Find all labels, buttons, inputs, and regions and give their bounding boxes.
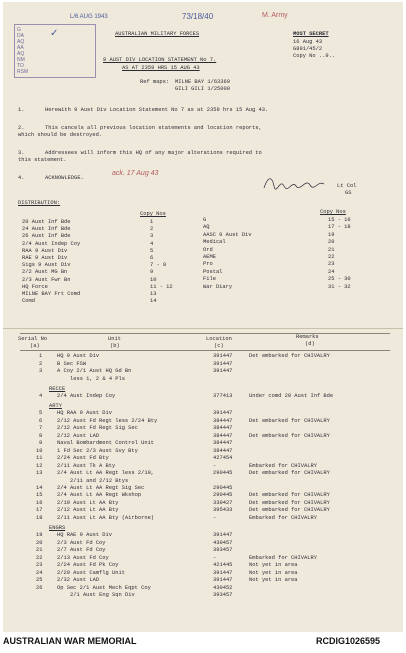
table-cell-location: 430452 <box>213 584 233 591</box>
table-cell-unit: 2/13 Aust Fd Coy <box>57 554 109 561</box>
table-cell-unit: 2/4 Aust Lt AA Regt less 2/10, <box>57 470 155 476</box>
doc-ref: G891/45/2 <box>293 46 323 52</box>
table-cell-serial: 24 <box>36 569 43 576</box>
ref-maps-label: Ref maps: <box>140 79 170 85</box>
stamp-label: G <box>17 27 21 33</box>
table-cell-unit: Op Sec 2/1 Aust Mech Eqpt Coy <box>57 584 151 591</box>
distribution-copy: 7 - 8 <box>150 262 167 269</box>
distribution-unit: 2/3 Aust Fwr Bn <box>22 276 71 283</box>
table-cell-serial: 10 <box>36 447 43 454</box>
table-cell-serial: 17 <box>36 507 43 513</box>
table-cell-serial: 20 <box>36 539 43 546</box>
handwritten-date: L/6 AUG 1943 <box>70 14 108 20</box>
table-cell-remarks: Det embarked for CHIVALRY <box>249 470 330 476</box>
distribution-unit: AASC 9 Aust Div <box>203 231 252 238</box>
stamp-initial: ✓ <box>50 28 59 39</box>
as-at-line: AS AT 2359 HRS 15 AUG 43 <box>122 65 200 71</box>
table-cell-location: 384447 <box>213 417 233 424</box>
table-cell-remarks: Det embarked for CHIVALRY <box>249 417 330 424</box>
col-remarks-header: Remarks <box>296 334 319 340</box>
distribution-copy: 20 <box>328 239 335 246</box>
table-cell-unit: 2/24 Aust Fd Bty <box>57 455 109 461</box>
distribution-unit: War Diary <box>203 283 233 290</box>
copy-number: Copy No ..9.. <box>293 53 336 59</box>
table-row-continuation: 2/11 and 2/12 Btys <box>70 477 129 484</box>
para-2-line-2: which should be destroyed. <box>18 132 103 138</box>
distribution-unit: G <box>203 217 207 223</box>
table-cell-unit: 2/12 Aust Lt AA Bty <box>57 507 119 513</box>
distribution-copy: 4 <box>150 240 154 247</box>
distribution-heading: DISTRIBUTION: <box>18 200 61 206</box>
table-cell-location: 391447 <box>213 360 233 367</box>
table-section-heading: RECCE <box>49 385 66 392</box>
table-cell-location: 391447 <box>213 353 233 359</box>
distribution-unit: 24 Aust Inf Bde <box>22 226 71 233</box>
table-cell-serial: 19 <box>36 532 43 538</box>
distribution-copy: 15 - 16 <box>328 217 351 223</box>
para-3-num: 3. <box>18 150 25 156</box>
table-cell-serial: 22 <box>36 554 43 561</box>
distribution-copy: 6 <box>150 255 154 261</box>
table-cell-unit: HQ RAE 9 Aust Div <box>57 532 112 538</box>
col-serial-sub: (a) <box>30 343 40 349</box>
table-cell-location: 391447 <box>213 410 233 416</box>
distribution-copy: 1 <box>150 219 154 225</box>
table-cell-unit: 2/7 Aust Fd Coy <box>57 547 106 553</box>
table-cell-location: 427454 <box>213 455 233 461</box>
footer-archive-name: AUSTRALIAN WAR MEMORIAL <box>3 636 137 646</box>
table-cell-unit: 2/12 Aust LAD <box>57 432 100 439</box>
para-3-line-1: Addressees will inform this HQ of any major alterations required to <box>45 150 262 156</box>
table-cell-unit: 2/4 Aust Lt AA Regt Sig Sec <box>57 484 145 491</box>
para-2-line-1: This cancels all previous location statements and location reports, <box>45 125 262 131</box>
table-header-rule <box>20 350 390 351</box>
distribution-copy: 13 <box>150 291 157 297</box>
table-cell-remarks: Det embarked for CHIVALRY <box>249 432 330 439</box>
table-cell-location: 290445 <box>213 492 233 498</box>
table-cell-location: 391447 <box>213 368 233 374</box>
distribution-copy: 23 <box>328 261 335 268</box>
distribution-copy: 2 <box>150 226 154 233</box>
doc-header-title: AUSTRALIAN MILITARY FORCES <box>115 31 200 37</box>
handwritten-file-ref: 73/18/40 <box>182 12 214 21</box>
distribution-copy-nos-left: Copy Nos <box>140 211 166 217</box>
table-cell-location: 421445 <box>213 562 233 568</box>
table-cell-location: 391447 <box>213 577 233 583</box>
stamp-label: TO <box>17 63 24 69</box>
col-unit-sub: (b) <box>110 343 120 349</box>
para-4-num: 4. <box>18 175 25 181</box>
table-cell-unit: A Coy 2/1 Aust HQ Gd Bn <box>57 368 132 374</box>
table-cell-unit: 2/32 Aust LAD <box>57 577 100 583</box>
table-cell-serial: 21 <box>36 547 43 553</box>
distribution-unit: 26 Aust Inf Bde <box>22 233 71 240</box>
distribution-copy: 5 <box>150 247 154 254</box>
distribution-unit: File <box>203 276 216 283</box>
table-cell-unit: HQ RAA 9 Aust Div <box>57 410 112 416</box>
table-cell-serial: 5 <box>39 410 43 416</box>
handwritten-ack-note: ack. 17 Aug 43 <box>112 170 159 177</box>
col-location-sub: (c) <box>214 343 224 349</box>
table-cell-unit: 2/24 Aust Fd Pk Coy <box>57 562 119 568</box>
table-cell-remarks: Det embarked for CHIVALRY <box>249 499 330 506</box>
distribution-unit: 2/4 Aust Indep Coy <box>22 240 81 247</box>
table-cell-unit: 2/12 Aust Fd Regt Sig Sec <box>57 425 138 431</box>
table-cell-serial: 11 <box>36 455 43 461</box>
table-cell-location: 391447 <box>213 569 233 576</box>
doc-title: 9 AUST DIV LOCATION STATEMENT No 7. <box>103 57 217 63</box>
stamp-label: NM <box>17 57 25 63</box>
table-cell-unit: 2/3 Aust Fd Coy <box>57 539 106 546</box>
distribution-unit: Comd <box>22 298 35 305</box>
stamp-label: DA <box>17 33 24 39</box>
table-cell-location: 384447 <box>213 440 233 446</box>
table-cell-serial: 13 <box>36 470 43 476</box>
table-cell-serial: 6 <box>39 417 43 424</box>
distribution-unit: HQ Force <box>22 283 48 290</box>
table-cell-location: 393457 <box>213 547 233 553</box>
handwritten-army-note: M. Army <box>262 12 288 19</box>
table-cell-serial: 2 <box>39 360 43 367</box>
distribution-unit: AQ <box>203 224 210 231</box>
table-cell-remarks: Det embarked for CHIVALRY <box>249 507 330 513</box>
distribution-unit: Sigs 9 Aust Div <box>22 262 71 269</box>
table-cell-serial: 12 <box>36 462 43 469</box>
table-cell-unit: Naval Bombardment Control Unit <box>57 440 155 446</box>
table-cell-serial: 14 <box>36 484 43 491</box>
distribution-unit: MILNE BAY Frt Comd <box>22 291 81 297</box>
table-cell-unit: 1 Fd Sec 2/3 Aust Svy Bty <box>57 447 138 454</box>
table-row-continuation: less 1, 2 & 4 Pls <box>70 375 125 382</box>
distribution-unit: Medical <box>203 239 226 246</box>
stamp-label: RSM <box>17 69 29 75</box>
distribution-copy: 22 <box>328 254 335 260</box>
signature-scribble <box>262 174 326 194</box>
table-cell-unit: 2/4 Aust Indep Coy <box>57 392 116 399</box>
table-cell-remarks: Not yet in area <box>249 569 298 576</box>
table-cell-remarks: Not yet in area <box>249 562 298 568</box>
table-cell-serial: 16 <box>36 499 43 506</box>
distribution-copy: 10 <box>150 276 157 283</box>
distribution-copy: 24 <box>328 268 335 275</box>
table-cell-location: 395433 <box>213 507 233 513</box>
table-cell-remarks: Det embarked for CHIVALRY <box>249 353 330 359</box>
table-cell-serial: 18 <box>36 514 43 521</box>
table-cell-serial: 1 <box>39 353 43 359</box>
table-cell-unit: 2/11 Aust Tk A Bty <box>57 462 116 469</box>
distribution-unit: RAE 9 Aust Div <box>22 255 68 261</box>
distribution-unit: 20 Aust Inf Bde <box>22 219 71 225</box>
table-cell-unit: 2/4 Aust Lt AA Regt Wkshop <box>57 492 142 498</box>
distribution-unit: Pro <box>203 261 213 268</box>
distribution-copy: 31 - 32 <box>328 283 351 290</box>
classification-marking: MOST SECRET <box>293 31 329 37</box>
table-cell-location: 290445 <box>213 484 233 491</box>
table-cell-remarks: Embarked for CHIVALRY <box>249 554 317 561</box>
table-cell-serial: 25 <box>36 577 43 583</box>
table-cell-unit: 2/12 Aust Fd Regt less 2/24 Bty <box>57 417 158 424</box>
distribution-copy: 11 - 12 <box>150 283 173 290</box>
footer-archive-id: RCDIG1026595 <box>316 636 381 646</box>
table-cell-location: - <box>213 462 217 469</box>
col-serial-header: Serial No <box>18 336 48 342</box>
signature-role: GS <box>345 190 352 196</box>
table-row-continuation: 2/1 Aust Eng Sqn Div <box>70 592 135 598</box>
stamp-label: AA <box>17 45 24 51</box>
table-cell-unit: HQ 9 Aust Div <box>57 353 100 359</box>
para-1-num: 1. <box>18 107 25 113</box>
col-remarks-sub: (d) <box>305 341 315 347</box>
stamp-label: AQ <box>17 51 25 57</box>
table-cell-serial: 15 <box>36 492 43 498</box>
table-cell-unit: 2/29 Aust Camflg Unit <box>57 569 125 576</box>
col-unit-header: Unit <box>108 336 121 342</box>
para-1-text: Herewith 9 Aust Div Location Statement No 7 as at 2359 hrs 15 Aug 43. <box>45 107 269 113</box>
distribution-copy: 21 <box>328 246 335 253</box>
ref-map-1: MILNE BAY 1/63360 <box>175 79 230 85</box>
para-3-line-2: this statement. <box>18 157 67 163</box>
table-cell-location: 384447 <box>213 425 233 431</box>
table-cell-serial: 7 <box>39 425 43 431</box>
para-4-text: ACKNOWLEDGE. <box>45 175 84 181</box>
table-cell-serial: 3 <box>39 368 43 374</box>
table-cell-remarks: Embarked for CHIVALRY <box>249 462 317 469</box>
distribution-copy: 9 <box>150 269 154 276</box>
table-cell-location: 393457 <box>213 592 233 598</box>
table-cell-location: - <box>213 554 217 561</box>
distribution-unit: AEME <box>203 254 216 260</box>
table-cell-unit: 2/10 Aust Lt AA Bty <box>57 499 119 506</box>
distribution-copy: 25 - 30 <box>328 276 351 283</box>
distribution-unit: Postal <box>203 268 223 275</box>
table-cell-location: 384447 <box>213 432 233 439</box>
table-top-rule <box>20 333 390 334</box>
doc-date: 16 Aug 43 <box>293 39 323 45</box>
table-cell-serial: 23 <box>36 562 43 568</box>
distribution-unit: Ord <box>203 246 213 253</box>
stamp-label: AQ <box>17 39 25 45</box>
table-cell-serial: 9 <box>39 440 43 446</box>
distribution-copy-nos-right: Copy Nos <box>320 209 346 215</box>
para-2-num: 2. <box>18 125 25 131</box>
table-cell-location: 430457 <box>213 539 233 546</box>
table-cell-unit: 2/11 Aust Lt AA Bty (Airborne) <box>57 514 155 521</box>
table-cell-location: 290445 <box>213 470 233 476</box>
distribution-unit: 2/2 Aust MG Bn <box>22 269 68 276</box>
table-cell-serial: 26 <box>36 584 43 591</box>
col-location-header: Location <box>206 336 232 342</box>
table-cell-location: 377413 <box>213 392 233 399</box>
table-cell-location: 330427 <box>213 499 233 506</box>
table-cell-serial: 8 <box>39 432 43 439</box>
distribution-copy: 17 - 18 <box>328 224 351 231</box>
table-cell-remarks: Under comd 20 Aust Inf Bde <box>249 392 334 399</box>
table-section-heading: ARTY <box>49 403 62 409</box>
table-section-heading: ENGRS <box>49 525 66 531</box>
distribution-copy: 3 <box>150 233 154 240</box>
distribution-unit: RAA 9 Aust Div <box>22 247 68 254</box>
table-cell-location: 384447 <box>213 447 233 454</box>
ref-map-2: GILI GILI 1/25000 <box>175 86 230 92</box>
table-cell-location: 391447 <box>213 532 233 538</box>
table-cell-remarks: Embarked for CHIVALRY <box>249 514 317 521</box>
table-cell-serial: 4 <box>39 392 43 399</box>
distribution-copy: 19 <box>328 231 335 238</box>
table-cell-remarks: Det embarked for CHIVALRY <box>249 492 330 498</box>
table-cell-remarks: Not yet in area <box>249 577 298 583</box>
table-cell-unit: B Sec FSW <box>57 360 87 367</box>
distribution-copy: 14 <box>150 298 157 305</box>
table-cell-location: - <box>213 514 217 521</box>
signature-rank: Lt Col <box>337 183 357 189</box>
fold-line <box>3 328 403 329</box>
